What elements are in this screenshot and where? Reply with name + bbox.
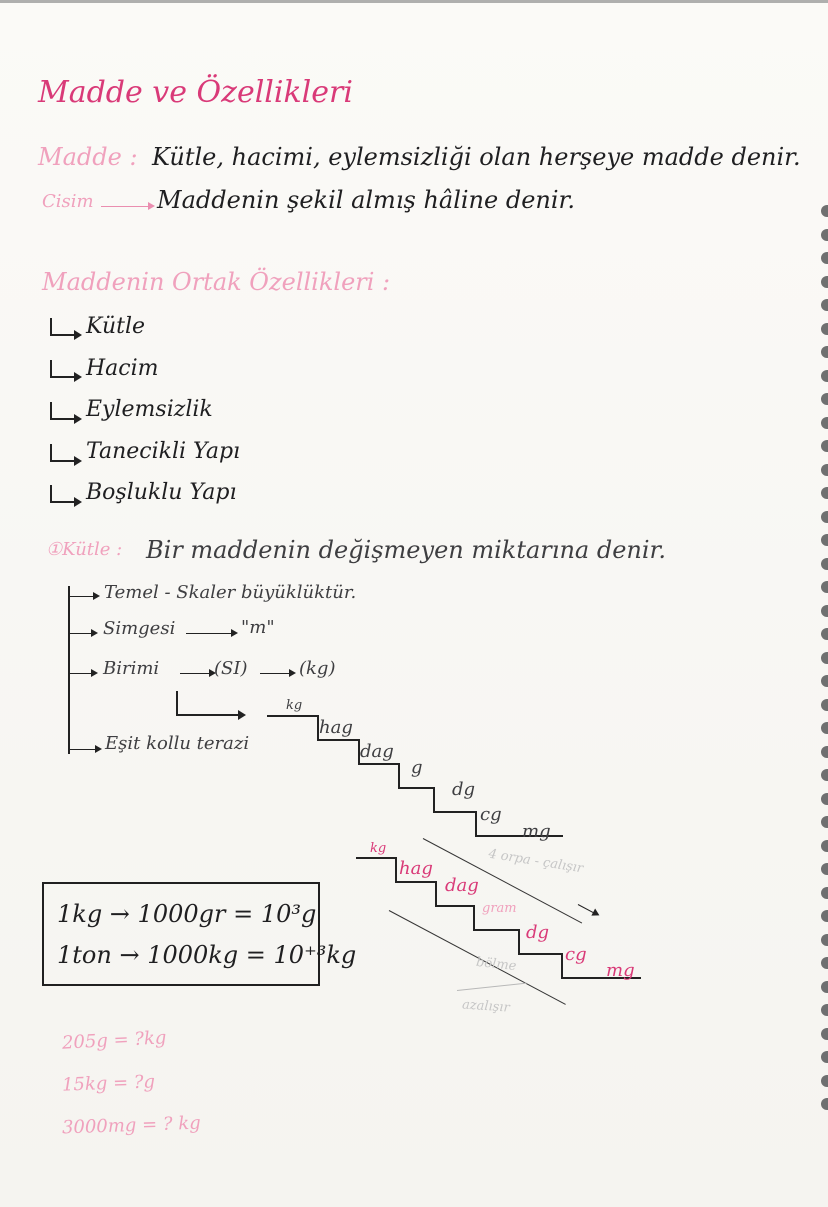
ladder-unit: kg	[286, 698, 303, 713]
exercise-item: 3000mg = ? kg	[61, 1112, 202, 1139]
mass-si: (SI)	[214, 658, 248, 679]
property-item: Eylemsizlik	[86, 397, 213, 422]
binding-hole	[821, 487, 828, 499]
cisim-definition: Maddenin şekil almış hâline denir.	[157, 186, 576, 214]
binding-hole	[821, 229, 828, 241]
mass-detail: Birimi	[103, 658, 160, 679]
tree-arrow-icon	[70, 749, 100, 750]
ladder2-unit: cg	[565, 944, 587, 965]
mass-label: ①Kütle :	[46, 539, 123, 560]
conversion-box	[42, 882, 320, 986]
ladder-unit: g	[411, 757, 423, 778]
symbol-arrow-icon	[186, 633, 236, 634]
ladder-unit: dag	[360, 741, 394, 762]
ladder2-unit: hag	[399, 858, 433, 879]
binding-hole	[821, 346, 828, 358]
property-item: Hacim	[86, 356, 159, 381]
binding-hole	[821, 863, 828, 875]
binding-hole	[821, 440, 828, 452]
binding-hole	[821, 370, 828, 382]
property-item: Boşluklu Yapı	[86, 480, 237, 505]
binding-hole	[821, 581, 828, 593]
binding-hole	[821, 840, 828, 852]
ladder2-unit: dag	[445, 875, 479, 896]
binding-hole	[821, 417, 828, 429]
binding-hole	[821, 464, 828, 476]
bullet-arrow-icon	[50, 444, 76, 462]
mass-symbol: "m"	[241, 617, 275, 638]
ladder-unit: mg	[522, 821, 551, 842]
binding-hole	[821, 628, 828, 640]
mass-kg: (kg)	[299, 658, 336, 679]
ladder2-step	[356, 857, 397, 859]
bullet-arrow-icon	[50, 318, 76, 336]
mass-tree-spine	[68, 586, 70, 754]
mass-detail: Simgesi	[103, 618, 176, 639]
spiral-binding	[816, 205, 828, 1125]
binding-hole	[821, 675, 828, 687]
binding-hole	[821, 1075, 828, 1087]
binding-hole	[821, 1028, 828, 1040]
unit-ladder-arrow-icon	[176, 714, 244, 716]
bullet-arrow-icon	[50, 485, 76, 503]
binding-hole	[821, 934, 828, 946]
mass-definition: Bir maddenin değişmeyen miktarına denir.	[146, 536, 666, 564]
common-properties-heading: Maddenin Ortak Özellikleri :	[42, 268, 391, 296]
binding-hole	[821, 722, 828, 734]
binding-hole	[821, 957, 828, 969]
binding-hole	[821, 252, 828, 264]
top-edge-line	[0, 0, 828, 3]
binding-hole	[821, 511, 828, 523]
binding-hole	[821, 393, 828, 405]
binding-hole	[821, 299, 828, 311]
binding-hole	[821, 276, 828, 288]
faint-note: 4 orpa - çalışır	[487, 846, 585, 877]
binding-hole	[821, 746, 828, 758]
unit-connector-line	[176, 691, 178, 715]
binding-hole	[821, 1004, 828, 1016]
ladder2-unit: kg	[370, 841, 387, 856]
exercise-item: 205g = ?kg	[61, 1027, 167, 1054]
bullet-arrow-icon	[50, 402, 76, 420]
binding-hole	[821, 534, 828, 546]
unit-arrow-icon	[260, 673, 294, 674]
binding-hole	[821, 910, 828, 922]
strike-line	[457, 983, 527, 991]
unit-arrow-icon	[180, 673, 214, 674]
ladder2-unit: gram	[482, 901, 517, 916]
faint-note: bölme	[475, 954, 518, 975]
mass-detail: Eşit kollu terazi	[105, 733, 250, 754]
ladder-step	[267, 715, 319, 717]
binding-hole	[821, 205, 828, 217]
property-item: Tanecikli Yapı	[86, 439, 241, 464]
madde-definition: Kütle, hacimi, eylemsizliği olan herşeye madde denir.	[152, 143, 801, 171]
binding-hole	[821, 605, 828, 617]
tree-arrow-icon	[70, 673, 96, 674]
ladder2-unit: mg	[606, 960, 635, 981]
mass-detail: Temel - Skaler büyüklüktür.	[104, 582, 357, 603]
conversion-line: 1ton → 1000kg = 10⁺³kg	[57, 941, 357, 969]
madde-label: Madde :	[38, 143, 138, 171]
multiply-arrow-icon	[578, 904, 598, 915]
cisim-label: Cisim	[42, 191, 94, 212]
tree-arrow-icon	[70, 596, 98, 597]
binding-hole	[821, 652, 828, 664]
page-title: Madde ve Özellikleri	[38, 75, 353, 110]
binding-hole	[821, 769, 828, 781]
exercise-item: 15kg = ?g	[61, 1071, 156, 1096]
binding-hole	[821, 816, 828, 828]
binding-hole	[821, 1098, 828, 1110]
ladder2-unit: dg	[526, 922, 550, 943]
binding-hole	[821, 323, 828, 335]
ladder-unit: dg	[452, 779, 476, 800]
bullet-arrow-icon	[50, 360, 76, 378]
tree-arrow-icon	[70, 633, 96, 634]
binding-hole	[821, 699, 828, 711]
binding-hole	[821, 1051, 828, 1063]
ladder-unit: cg	[480, 804, 502, 825]
property-item: Kütle	[86, 314, 146, 339]
binding-hole	[821, 887, 828, 899]
faint-note: azalışır	[461, 997, 511, 1016]
binding-hole	[821, 793, 828, 805]
ladder-unit: hag	[319, 717, 353, 738]
binding-hole	[821, 558, 828, 570]
conversion-line: 1kg → 1000gr = 10³g	[57, 900, 317, 928]
binding-hole	[821, 981, 828, 993]
cisim-arrow	[101, 206, 153, 207]
